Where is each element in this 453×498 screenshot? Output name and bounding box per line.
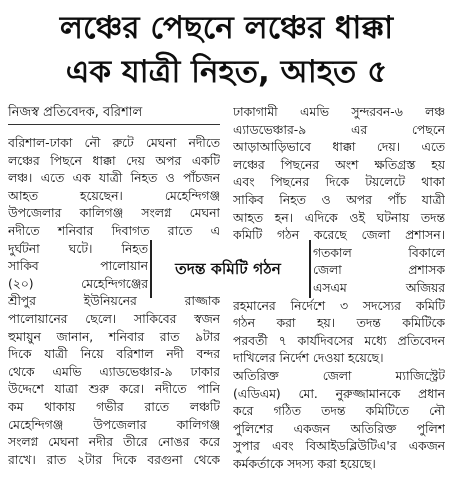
article-line: দাখিলের নির্দেশ দেওয়া হয়েছে। xyxy=(233,351,384,366)
article-line: থেকে এমভি এ্যাডভেঞ্চার-৯ ঢাকার xyxy=(8,364,220,379)
article-line: সংলগ্ন মেঘনা নদীর তীরে নোঙর করে xyxy=(8,435,220,450)
article-line: সাকিব নিহত ও অপর পাঁচ যাত্রী xyxy=(233,192,445,207)
article-line: এ্যাডভেঞ্চার-৯ এর পেছনে xyxy=(233,122,445,137)
article-line: ঢাকাগামী এমভি সুন্দরবন-৬ লঞ্চ xyxy=(233,105,445,119)
article-line: আহত হয়েছেন। মেহেন্দিগঞ্জ xyxy=(8,188,220,203)
article-line: উদ্দেশে যাত্রা শুরু করে। নদীতে পানি xyxy=(8,382,220,397)
article-line: মেহেন্দিগঞ্জ উপজেলার কালিগঞ্জ xyxy=(8,417,220,432)
article-line: নদীতে শনিবার দিবাগত রাতে এ xyxy=(8,223,220,238)
headline-line-2: এক যাত্রী নিহত, আহত ৫ xyxy=(65,54,388,90)
byline-divider xyxy=(8,124,220,125)
article-line: পরবর্তী ৭ কার্যদিবসের মধ্যে প্রতিবেদন xyxy=(233,333,445,348)
article-line: কম থাকায় গভীর রাতে লঞ্চটি xyxy=(8,399,220,414)
article-line: হুমায়ুন জানান, শনিবার রাত ৯টার xyxy=(8,329,220,344)
article-line: (২০) মেহেন্দিগঞ্জের xyxy=(8,276,148,291)
article-line: গতকাল বিকালে xyxy=(313,245,445,260)
article-line: এবং পিছনের দিকে টয়লেটে থাকা xyxy=(233,175,445,190)
article-line: বরিশাল-ঢাকা নৌ রুটে মেঘনা নদীতে xyxy=(8,136,220,150)
article-line: রহমানের নির্দেশে ৩ সদস্যের কমিটি xyxy=(233,298,445,313)
article-line: লঞ্চের পিছনে ধাক্কা দেয় অপর একটি xyxy=(8,153,220,168)
article-line: কমিটি গঠন করেছে জেলা প্রশাসন। xyxy=(233,228,445,243)
article-line: এসএম অজিয়র xyxy=(313,280,445,295)
article-line: দুর্ঘটনা ঘটে। নিহত xyxy=(8,241,148,256)
article-line: (এডিএম) মো. নুরুজ্জামানকে প্রধান xyxy=(233,386,445,401)
article-line: লঞ্চ। এতে এক যাত্রী নিহত ও পাঁচজন xyxy=(8,171,220,186)
article-line: গঠন করা হয়। তদন্ত কমিটিকে xyxy=(233,316,445,331)
article-line: রাখে। রাত ২টার দিকে বরগুনা থেকে xyxy=(8,452,220,467)
article-line: লঞ্চের পিছনের অংশ ক্ষতিগ্রস্ত হয় xyxy=(233,157,445,172)
article-line: কর্মকর্তাকে সদস্য করা হয়েছে। xyxy=(233,456,376,471)
article-line: করে গঠিত তদন্ত কমিটিতে নৌ xyxy=(233,404,445,419)
pull-quote: তদন্ত কমিটি গঠন xyxy=(152,254,304,284)
article-line: সাকিব পালোয়ান xyxy=(8,259,148,274)
article-line: অতিরিক্ত জেলা ম্যাজিস্ট্রেট xyxy=(233,368,445,383)
article-line: উপজেলার কালিগঞ্জ সংলগ্ন মেঘনা xyxy=(8,206,220,221)
byline: নিজস্ব প্রতিবেদক, বরিশাল xyxy=(8,105,143,120)
article-line: জেলা প্রশাসক xyxy=(313,263,445,278)
pull-quote-rule-right xyxy=(309,240,311,298)
article-line: পুলিশের একজন অতিরিক্ত পুলিশ xyxy=(233,421,445,436)
article-line: আড়াআড়িভাবে ধাক্কা দেয়। এতে xyxy=(233,140,445,155)
article-line: শ্রীপুর ইউনিয়নের রাজ্জাক xyxy=(8,294,220,309)
article-column-right xyxy=(233,104,445,473)
headline-line-1: লঞ্চের পেছনে লঞ্চের ধাক্কা xyxy=(59,10,394,46)
article-column-left xyxy=(8,135,220,469)
article-line: পালোয়ানের ছেলে। সাকিবের স্বজন xyxy=(8,311,220,326)
article-line: সুপার এবং বিআইডব্লিউটিএ'র একজন xyxy=(233,439,445,454)
article-line: দিকে যাত্রী নিয়ে বরিশাল নদী বন্দর xyxy=(8,347,220,362)
article-line: আহত হন। এদিকে ওই ঘটনায় তদন্ত xyxy=(233,210,445,225)
